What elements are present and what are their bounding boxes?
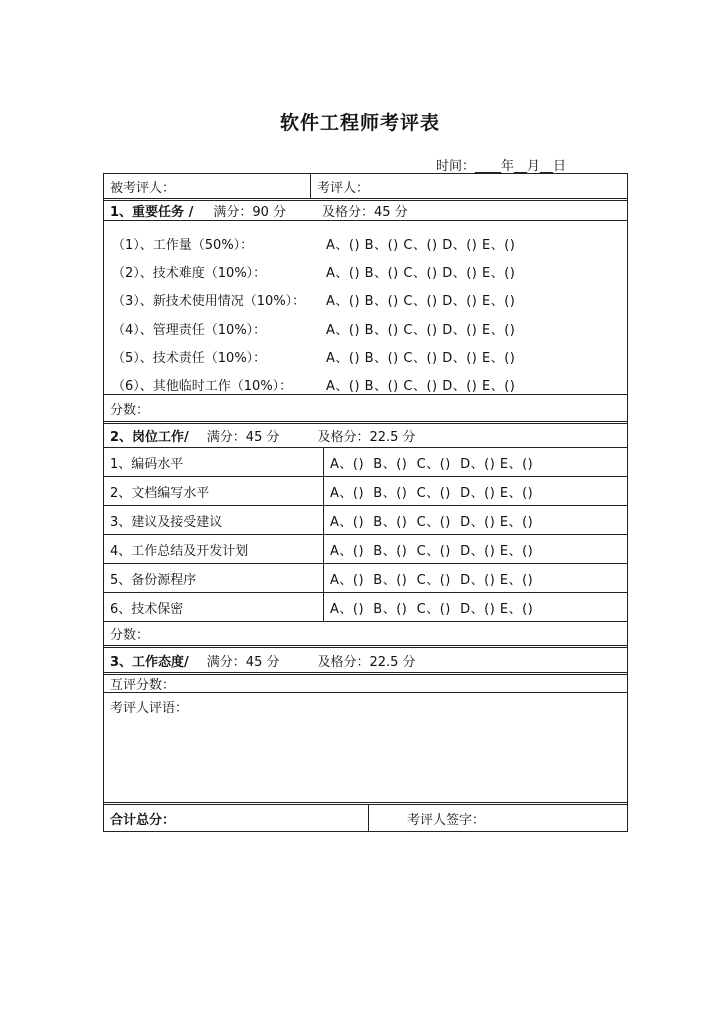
examinee-field[interactable]	[104, 174, 311, 198]
section1-item	[104, 286, 627, 314]
section1-score-label: 分数：	[110, 402, 150, 418]
section1-pass-score: 及格分：45 分	[322, 205, 408, 220]
rating-options[interactable]: A、() B、() C、() D、() E、()	[326, 265, 516, 281]
section3-pass-score: 及格分：22.5 分	[317, 654, 416, 670]
section1-score-row[interactable]	[104, 395, 627, 424]
page-title: 软件工程师考评表	[279, 112, 440, 134]
section1-heading	[104, 201, 627, 221]
section2-heading	[104, 424, 627, 448]
rating-options[interactable]: A、() B、() C、() D、() E、()	[326, 322, 516, 338]
section2-title: 2、岗位工作/	[110, 430, 189, 445]
section2-row	[104, 535, 627, 564]
section1-full-score: 满分：90 分	[213, 205, 287, 220]
total-score-label: 合计总分：	[110, 812, 176, 828]
footer-row	[104, 805, 627, 831]
section2-item-label: 2、文档编写水平	[104, 477, 324, 505]
peer-score-label: 互评分数：	[110, 678, 176, 693]
section1-item-label: （5）、技术责任（10%）：	[112, 350, 267, 366]
section1-item-label: （6）、其他临时工作（10%）：	[112, 379, 293, 395]
section2-row	[104, 448, 627, 477]
rating-options[interactable]: A、() B、() C、() D、() E、()	[330, 601, 534, 617]
section1-item-label: （4）、管理责任（10%）：	[112, 322, 267, 338]
section1-item	[104, 314, 627, 342]
examinee-label: 被考评人：	[110, 180, 176, 196]
rating-options[interactable]: A、() B、() C、() D、() E、()	[330, 456, 534, 472]
comment-label: 考评人评语：	[110, 701, 189, 716]
rating-options[interactable]: A、() B、() C、() D、() E、()	[326, 350, 516, 366]
rating-options[interactable]: A、() B、() C、() D、() E、()	[326, 237, 516, 253]
signature-label: 考评人签字：	[407, 812, 486, 828]
rating-options[interactable]: A、() B、() C、() D、() E、()	[330, 572, 534, 588]
rating-options[interactable]: A、() B、() C、() D、() E、()	[330, 543, 534, 559]
section2-row	[104, 593, 627, 622]
section2-pass-score: 及格分：22.5 分	[317, 430, 416, 445]
total-score-field[interactable]	[104, 805, 369, 831]
section1-item	[104, 229, 627, 257]
section1-item-label: （1）、工作量（50%）：	[112, 237, 254, 253]
section3-full-score: 满分：45 分	[206, 654, 280, 670]
rating-options[interactable]: A、() B、() C、() D、() E、()	[330, 485, 534, 501]
signature-field[interactable]	[369, 805, 627, 831]
comment-area[interactable]	[104, 693, 627, 805]
section2-item-label: 1、编码水平	[104, 448, 324, 476]
section3-heading	[104, 648, 627, 675]
section2-row	[104, 506, 627, 535]
section2-score-label: 分数：	[110, 628, 150, 643]
rating-options[interactable]: A、() B、() C、() D、() E、()	[326, 379, 516, 395]
rating-options[interactable]: A、() B、() C、() D、() E、()	[330, 514, 534, 530]
section1-items	[104, 221, 627, 395]
examiner-field[interactable]	[311, 174, 627, 198]
date-line[interactable]: 时间：____年__月__日	[436, 159, 567, 174]
section2-full-score: 满分：45 分	[206, 430, 280, 445]
section2-item-label: 6、技术保密	[104, 593, 324, 621]
section1-item-label: （2）、技术难度（10%）：	[112, 265, 267, 281]
section1-item-label: （3）、新技术使用情况（10%）：	[112, 294, 306, 310]
examiner-label: 考评人：	[317, 180, 370, 196]
header-row	[104, 174, 627, 201]
section2-row	[104, 564, 627, 593]
evaluation-form	[103, 173, 628, 832]
section2-item-label: 5、备份源程序	[104, 564, 324, 592]
section1-item	[104, 257, 627, 285]
peer-score-row[interactable]	[104, 675, 627, 693]
section2-item-label: 4、工作总结及开发计划	[104, 535, 324, 563]
section2-item-label: 3、建议及接受建议	[104, 506, 324, 534]
section1-item	[104, 342, 627, 370]
section3-title: 3、工作态度/	[110, 654, 189, 670]
section2-score-row[interactable]	[104, 622, 627, 648]
section2-row	[104, 477, 627, 506]
rating-options[interactable]: A、() B、() C、() D、() E、()	[326, 294, 516, 310]
section1-title: 1、重要任务 /	[110, 205, 194, 220]
